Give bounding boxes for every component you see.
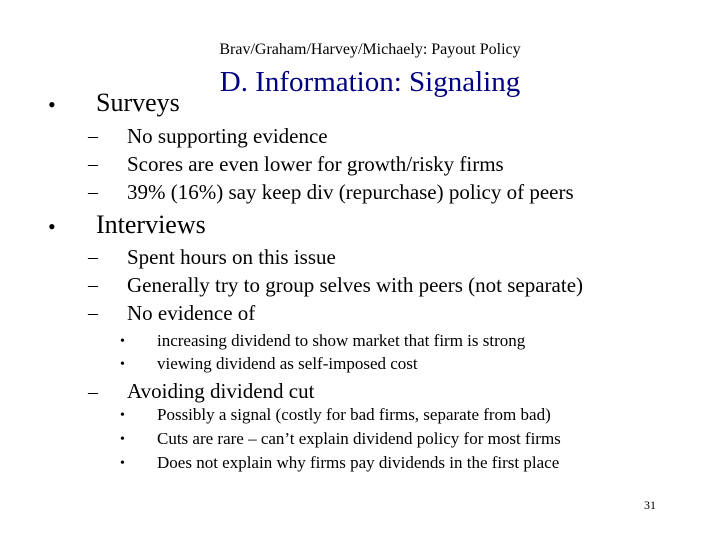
dash-interview-2: – — [88, 274, 98, 296]
dash-interview-1: – — [88, 246, 98, 268]
no-evidence-subitem-2: viewing dividend as self-imposed cost — [157, 354, 418, 373]
slide-title: D. Information: Signaling — [219, 66, 521, 98]
no-evidence-subitem-1: increasing dividend to show market that firm is strong — [157, 331, 526, 350]
interview-item-3: No evidence of — [127, 301, 256, 325]
dash-survey-2: – — [88, 153, 98, 175]
interviews-heading: Interviews — [96, 210, 206, 239]
page-number: 31 — [644, 498, 656, 512]
survey-item-3: 39% (16%) say keep div (repurchase) policy of peers — [127, 180, 574, 204]
dash-interview-3: – — [88, 302, 98, 324]
dash-avoiding-cut: – — [88, 381, 98, 403]
bullet-avoiding-1: • — [120, 408, 125, 423]
bullet-no-evidence-2: • — [120, 357, 125, 372]
avoiding-cut-item: Avoiding dividend cut — [127, 379, 315, 403]
bullet-avoiding-3: • — [120, 456, 125, 471]
surveys-heading: Surveys — [96, 88, 180, 117]
bullet-avoiding-2: • — [120, 432, 125, 447]
interview-item-1: Spent hours on this issue — [127, 245, 336, 269]
survey-item-1: No supporting evidence — [127, 124, 328, 148]
survey-item-2: Scores are even lower for growth/risky firms — [127, 152, 504, 176]
bullet-surveys: • — [48, 92, 56, 117]
slide-header: Brav/Graham/Harvey/Michaely: Payout Policy — [219, 41, 521, 58]
bullet-no-evidence-1: • — [120, 334, 125, 349]
dash-survey-3: – — [88, 181, 98, 203]
bullet-interviews: • — [48, 214, 56, 239]
avoiding-subitem-3: Does not explain why firms pay dividends in the first place — [157, 453, 560, 472]
interview-item-2: Generally try to group selves with peers (not separate) — [127, 273, 584, 297]
avoiding-subitem-1: Possibly a signal (costly for bad firms, separate from bad) — [157, 405, 551, 424]
dash-survey-1: – — [88, 125, 98, 147]
avoiding-subitem-2: Cuts are rare – can’t explain dividend policy for most firms — [157, 429, 561, 448]
